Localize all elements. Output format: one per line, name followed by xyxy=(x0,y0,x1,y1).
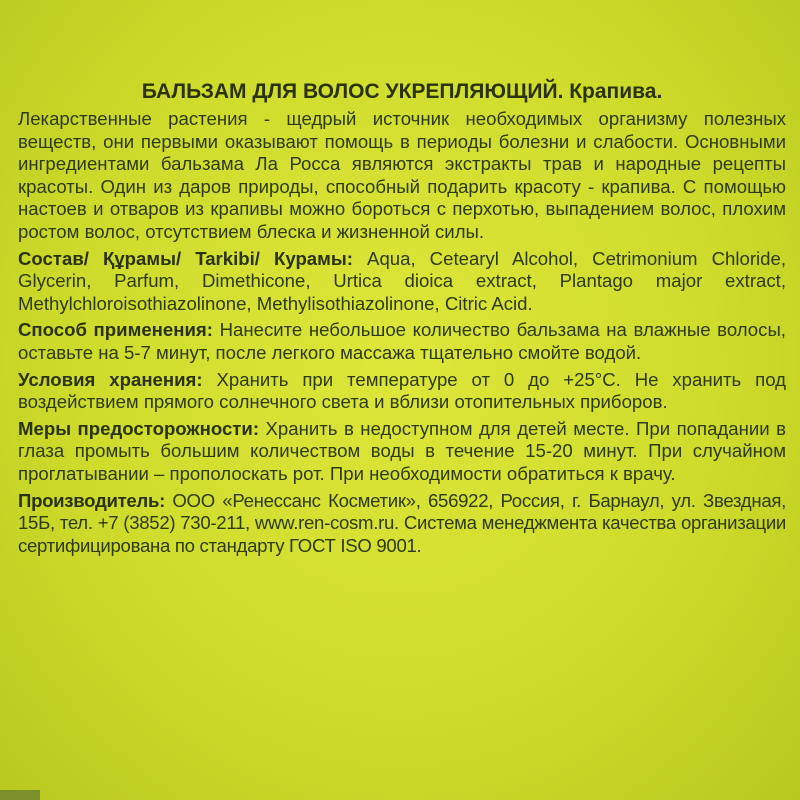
usage-heading: Способ применения: xyxy=(18,319,213,341)
precautions-section xyxy=(18,418,786,486)
composition-text: Aqua, Cetearyl Alcohol, Cetrimonium Chloride, Glycerin, Parfum, Dimethicone, Urtica dioica extract, Plantago major extract, Methylchloroisothiazolinone, Methylisothiazolinone, Citric Acid. xyxy=(18,247,786,314)
precautions-heading: Меры предосторожности: xyxy=(18,417,260,439)
manufacturer-section xyxy=(18,490,786,558)
storage-section xyxy=(18,369,786,414)
product-title: БАЛЬЗАМ ДЛЯ ВОЛОС УКРЕПЛЯЮЩИЙ. Крапива. xyxy=(141,80,663,103)
storage-text: Хранить при температуре от 0 до +25°С. Не хранить под воздействием прямого солнечного света и вблизи отопительных приборов. xyxy=(18,368,786,413)
composition-heading: Состав/ Құрамы/ Tarkibi/ Курамы: xyxy=(18,247,353,269)
product-label xyxy=(18,80,786,561)
label-edge-strip xyxy=(0,790,40,800)
intro-paragraph: Лекарственные растения - щедрый источник необходимых организму полезных веществ, они первыми оказывают помощь в периоды болезни и слабости. Основными ингредиентами бальзама Ла Росса являются экстракты трав и народные рецепты красоты. Один из даров природы, способный подарить красоту - крапива. С помощью настоев и отваров из крапивы можно бороться с перхотью, выпадением волос, плохим ростом волос, отсутствием блеска и жизненной силы. xyxy=(18,108,786,242)
storage-heading: Условия хранения: xyxy=(18,368,203,390)
usage-section xyxy=(18,319,786,364)
manufacturer-heading: Производитель: xyxy=(18,489,165,511)
composition-section xyxy=(18,248,786,316)
usage-text: Нанесите небольшое количество бальзама на влажные волосы, оставьте на 5-7 минут, после легкого массажа тщательно смойте водой. xyxy=(18,319,786,363)
manufacturer-text: ООО «Ренессанс Косметик», 656922, Россия, г. Барнаул, ул. Звездная, 15Б, тел. +7 (3852) 730-211, www.ren-cosm.ru. Система менеджмента качества организации сертифицирована по стандарту ГОСТ ISO 9001. xyxy=(18,489,786,556)
precautions-text: Хранить в недоступном для детей месте. При попадании в глаза промыть большим количеством воды в течение 15-20 минут. При случайном проглатывании – прополоскать рот. При необходимости обратиться к врачу. xyxy=(18,417,787,484)
